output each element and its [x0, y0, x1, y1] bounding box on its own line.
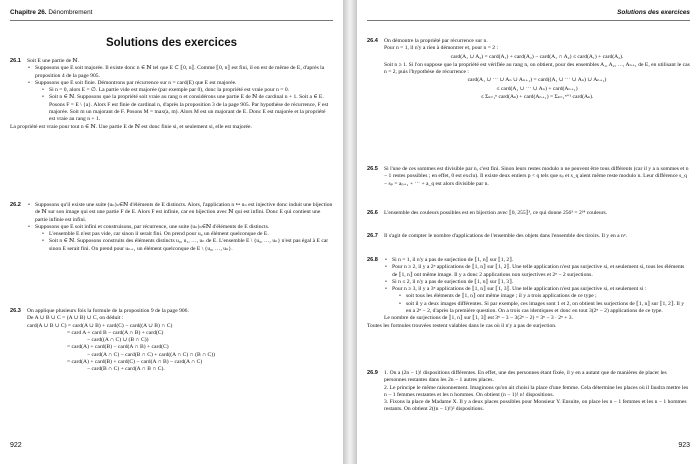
bullet [35, 224, 333, 253]
paragraph: Toutes les formules trouvées restent valables dans le cas où il n'y a pas de surjection. [367, 322, 557, 329]
section-title: Solutions des exercices [105, 37, 238, 49]
bullet: • Pour n ≥ 2, il y a 2ⁿ applications de ⟦1, n⟧ sur ⟦1, 2⟧. Une telle application n'est pas surjective si, et seulement si, tous les éléments de ⟦1, n⟧ ont même image. Il y a donc 2 applications non surjectives et 2ⁿ − 2 surjections. [392, 264, 690, 279]
bullet-text: Supposons que E soit finie. Démontrons par récurrence sur n = card(E) que E est majorée. [35, 79, 237, 86]
paragraph: Il s'agit de compter le nombre d'applications de l'ensemble des objets dans l'ensemble des tiroirs. Il y en a nᵖ. [384, 233, 627, 239]
header-rule [10, 20, 333, 21]
exercise-26-3 [10, 308, 333, 374]
paragraph: On applique plusieurs fois la formule de la proposition 9 de la page 906. [27, 308, 189, 314]
paragraph: Soit n ≥ 1. Si l'on suppose que la propriété est vérifiée au rang n, on obtient, pour des ensembles A₁, A₂, …, Aₙ₊₁ de E, en utilisant le cas n = 2, puis l'hypothèse de récurrence : [384, 61, 690, 76]
exercise-number: 26.4 [367, 38, 378, 44]
exercise-number: 26.3 [10, 308, 21, 314]
right-running-header: Solutions des exercices [617, 9, 690, 16]
equation-line: ≤ card(A₁ ∪ ⋯ ∪ Aₙ) + card(Aₙ₊₁) [496, 85, 578, 92]
exercise-26-6 [367, 210, 690, 217]
exercise-26-2 [10, 202, 333, 253]
paragraph: L'ensemble des couleurs possibles est en bijection avec ⟦0, 255⟧³, ce qui donne 256³ = 2²⁴ couleurs. [384, 210, 608, 216]
equation-line: ≤ Σₖ₌₁ⁿ card(Aₖ) + card(Aₙ₊₁) = Σₖ₌₁ⁿ⁺¹ card(Aₖ). [480, 94, 594, 101]
sub-bullet: • Soit n ∈ ℕ. Supposons construits des éléments distincts u₀, u₁, …, uₙ de E. L'ensemble E \ {u₀, …, uₙ} n'est pas égal à E car sinon E serait fini. On prend pour uₙ₊₁ un élément quelconque de E \ {u₀, …, uₙ}. [49, 238, 333, 253]
sub-bullet: • Si n = 0, alors E = ∅. La partie vide est majorée (par exemple par 0), donc la propriété est vraie pour n = 0. [49, 87, 333, 94]
paragraph: On démontre la propriété par récurrence sur n. [384, 38, 488, 44]
equation-line: card(A ∪ B ∪ C) = card(A ∪ B) + card(C) − card((A ∪ B) ∩ C) [27, 322, 173, 329]
exercise-number: 26.9 [367, 370, 378, 376]
exercise-26-8 [367, 257, 690, 330]
bullet [392, 286, 690, 315]
exercise-number: 26.7 [367, 233, 378, 239]
exercise-26-7 [367, 233, 690, 240]
exercise-number: 26.2 [10, 202, 21, 208]
bullet: • Si n = 1, il n'y a pas de surjection de ⟦1, n⟧ sur ⟦1, 2⟧. [392, 257, 690, 264]
exercise-26-5 [367, 166, 690, 188]
left-running-header [10, 9, 92, 16]
book-gutter [343, 0, 357, 464]
paragraph: De A ∪ B ∪ C = (A ∪ B) ∪ C, on déduit : [27, 315, 124, 322]
equation-line: card(A₁ ∪ ⋯ ∪ Aₙ ∪ Aₙ₊₁) = card((A₁ ∪ ⋯ ∪ Aₙ) ∪ Aₙ₊₁) [467, 77, 607, 84]
exercise-26-1 [10, 58, 333, 131]
exercise-26-9 [367, 370, 690, 414]
bullet-text: Pour n ≥ 3, il y a 3ⁿ applications de ⟦1, n⟧ sur ⟦1, 3⟧. Une telle application n'est pas surjective si, et seulement si : [392, 286, 647, 293]
paragraph: Si l'une de ces sommes est divisible par n, c'est fini. Sinon leurs restes modulo n ne peuvent être tous différents (car il y a n sommes et n − 1 restes possibles ; en effet, 0 est exclu). Il existe deux entiers p < q tels que sₚ et s_q aient même reste modulo n. Leur différence s_q − sₚ = aₚ₊₁ + ⋯ + a_q est alors divisible par n. [384, 166, 689, 187]
equation-line: = card A + card B − card(A ∩ B) + card(C) [67, 329, 164, 336]
bullet: • Si n ≤ 2, il n'y a pas de surjection de ⟦1, n⟧ sur ⟦1, 3⟧. [392, 279, 690, 286]
exercise-number: 26.8 [367, 257, 378, 263]
sub-bullet: • L'ensemble E n'est pas vide, car sinon il serait fini. On prend pour u₀ un élément quelconque de E. [49, 231, 333, 238]
bullet [35, 80, 333, 124]
exercise-number: 26.6 [367, 210, 378, 216]
equation-line: − card(A ∩ C) − card(B ∩ C) + card((A ∩ C) ∩ (B ∩ C)) [87, 351, 215, 358]
exercise-number: 26.1 [10, 58, 21, 64]
chapter-label: Chapitre 26. [10, 9, 47, 16]
page-number: 922 [10, 442, 22, 449]
paragraph: La propriété est vraie pour tout n ∈ ℕ. Une partie E de ℕ est donc finie si, et seulement si, elle est majorée. [10, 123, 252, 130]
paragraph: Pour n = 1, il n'y a rien à démontrer et, pour n = 2 : [384, 45, 499, 52]
bullet: • Supposons qu'il existe une suite (uₙ)ₙ∈ℕ d'éléments de E distincts. Alors, l'application n ↦ uₙ est injective donc induit une bijection de ℕ sur son image qui est une partie F de E. Alors F est infinie, car en bijection avec ℕ qui est infini. Donc E qui contient une partie infinie est infini. [35, 202, 333, 224]
bullet: • Supposons que E soit majorée. Il existe donc n ∈ ℕ tel que E ⊂ ⟦0, n⟧. Comme ⟦0, n⟧ est fini, il en est de même de E, d'après la proposition 4 de la page 905. [35, 65, 333, 80]
list-item: 3. Fixons la place de Madame X. Il y a deux places possibles pour Monsieur Y. Ensuite, on place les n − 1 femmes et les n − 1 hommes restants. On obtient 2((n − 1)!)² dispositions. [384, 399, 687, 413]
equation-line: − card((A ∩ C) ∪ (B ∩ C)) [87, 337, 149, 344]
bullet-text: Supposons que E soit infini et construisons, par récurrence, une suite (uₙ)ₙ∈ℕ d'éléments de E distincts. [35, 223, 270, 230]
equation-line: card(A₁ ∪ A₂) = card(A₁) + card(A₂) − card(A₁ ∩ A₂) ≤ card(A₁) + card(A₂). [450, 53, 624, 60]
equation-line: = card(A) + card(B) − card(A ∩ B) + card(C) [67, 344, 169, 351]
exercise-number: 26.5 [367, 166, 378, 172]
equation-line: = card(A) + card(B) + card(C) − card(A ∩ B) − card(A ∩ C) [67, 359, 203, 366]
paragraph: Soit E une partie de ℕ. [27, 58, 80, 64]
chapter-title: Dénombrement [48, 9, 93, 16]
list-item: 2. Le principe le même raisonnement. Imaginons qu'on ait choisi la place d'une femme. Cela détermine les places où il faudra mettre les n − 1 femmes restantes et les n hommes. On obtient (n − 1)! n! dispositions. [384, 384, 689, 398]
page-number: 923 [678, 442, 690, 449]
left-page [0, 0, 343, 464]
list-item: 1. On a (2n − 1)! dispositions différentes. En effet, une des personnes étant fixée, il y en a autant que de manières de placer les personnes restantes dans les 2n − 1 autres places. [384, 370, 667, 384]
right-page [357, 0, 700, 464]
exercise-26-4 [367, 38, 690, 102]
paragraph: Le nombre de surjections de ⟦1, n⟧ sur ⟦1, 3⟧ est 3ⁿ − 3 − 3(2ⁿ − 2) = 3ⁿ − 3 · 2ⁿ + 3. [384, 315, 573, 322]
sub-bullet: • soit il y a deux images différentes. Si par exemple, ces images sont 1 et 2, on obtient les surjections de ⟦1, n⟧ sur ⟦1, 2⟧. Il y en a 2ⁿ − 2, d'après la première question. On a trois cas identiques et donc en tout 3(2ⁿ − 2) applications de ce type. [406, 301, 690, 316]
sub-bullet: • Soit n ∈ ℕ. Supposons que la propriété soit vraie au rang n et considérons une partie E de ℕ de cardinal n + 1. Soit a ∈ E. Posons F = E \ {a}. Alors F est finie de cardinal n, d'après la proposition 3 de la page 905. Par hypothèse de récurrence, F est majorée. Soit m un majorant de F. Posons M = max(a, m). Alors M est un majorant de E. Donc E est majorée et la propriété est vraie au rang n + 1. [49, 94, 333, 123]
equation-line: − card(B ∩ C) + card(A ∩ B ∩ C). [87, 366, 165, 373]
header-rule [367, 20, 690, 21]
sub-bullet: • soit tous les éléments de ⟦1, n⟧ ont même image ; il y a trois applications de ce type ; [406, 293, 690, 300]
